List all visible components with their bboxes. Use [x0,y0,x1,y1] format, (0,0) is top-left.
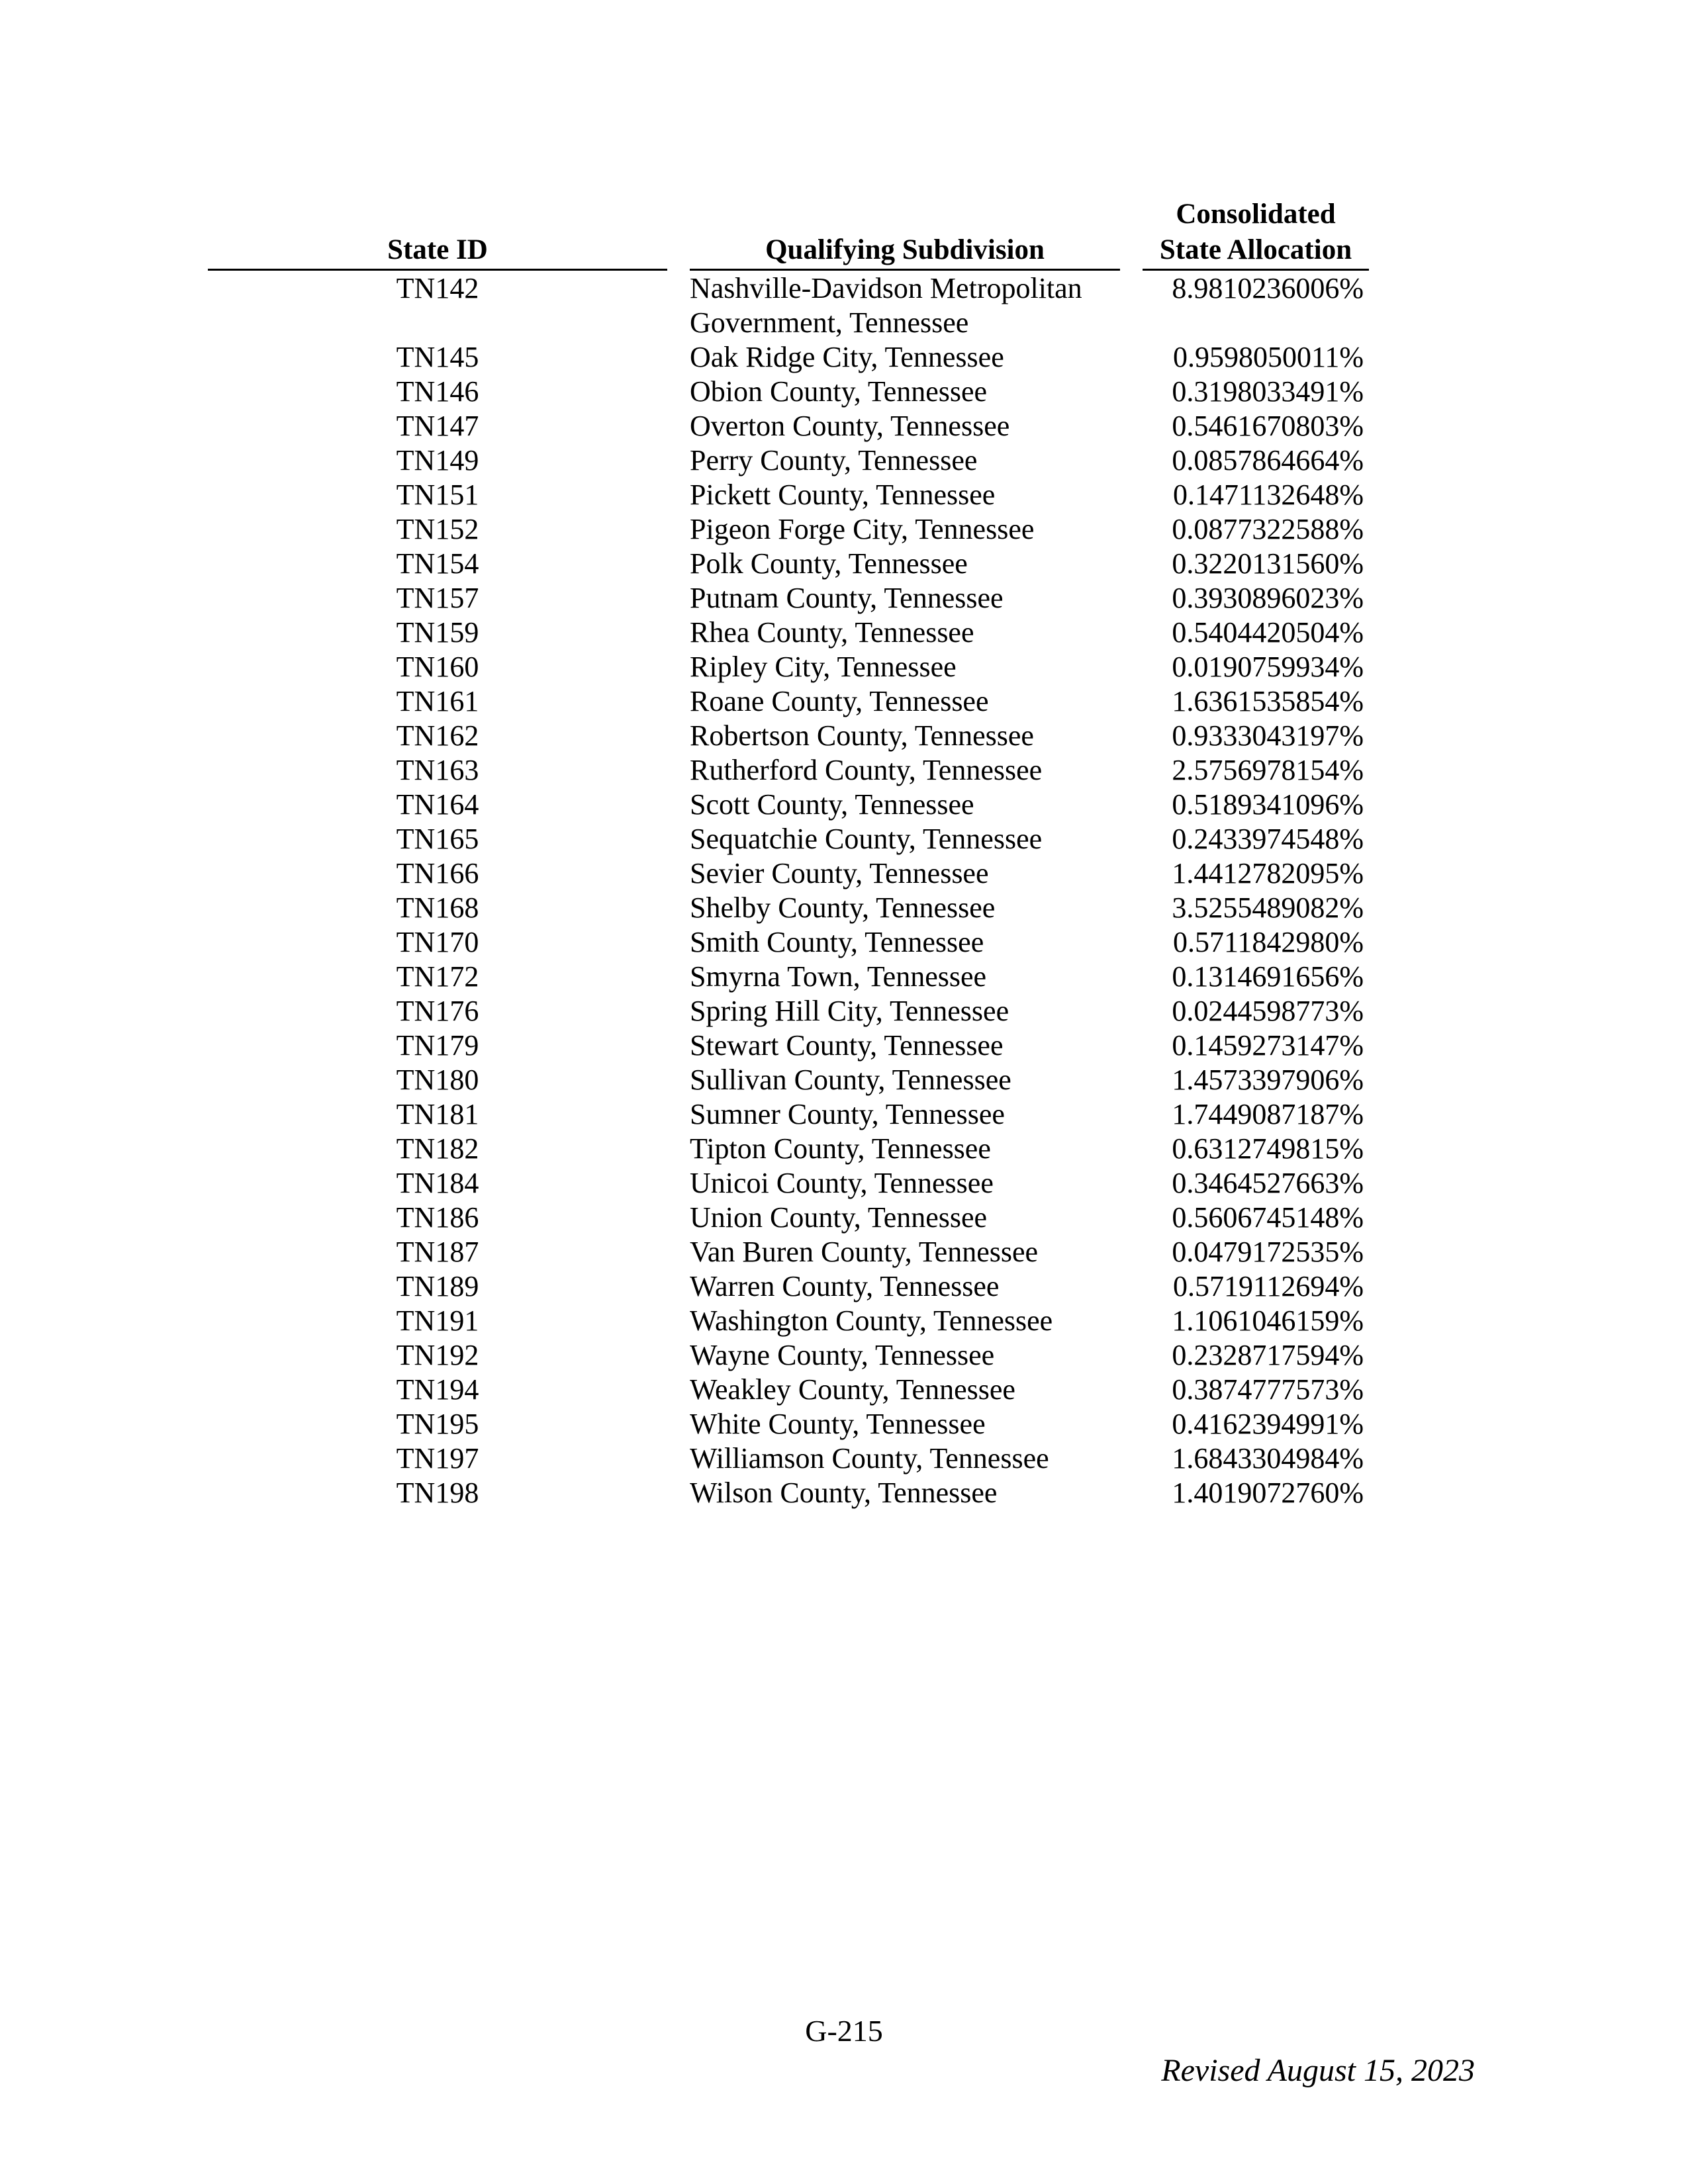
table-row [0,1269,1688,1304]
state-id-cell: TN168 [396,891,479,924]
subdivision-name: Spring Hill City, Tennessee [690,995,1009,1027]
header-consolidated-state-allocation [1143,197,1369,268]
subdivision-cell [690,753,1127,788]
subdivision-cell [690,615,1127,650]
subdivision-name: Wilson County, Tennessee [690,1477,998,1509]
subdivision-cell [690,1441,1127,1476]
state-id-cell: TN184 [396,1167,479,1199]
state-id-cell: TN182 [396,1132,479,1165]
state-id-cell: TN181 [396,1098,479,1130]
table-row [0,581,1688,615]
subdivision-cell [690,443,1127,478]
allocation-cell: 0.5461670803% [1172,410,1364,442]
subdivision-name-continued: Government, Tennessee [690,306,969,339]
table-row [0,547,1688,581]
table-row [0,925,1688,960]
allocation-cell: 0.0190759934% [1172,651,1364,683]
state-id-cell: TN161 [396,685,479,717]
subdivision-cell [690,375,1127,409]
allocation-cell: 1.4412782095% [1172,857,1364,889]
subdivision-name: Overton County, Tennessee [690,410,1010,442]
allocation-cell: 0.1459273147% [1172,1029,1364,1062]
allocation-cell: 1.7449087187% [1172,1098,1364,1130]
subdivision-name: Weakley County, Tennessee [690,1373,1015,1406]
table-row [0,375,1688,409]
subdivision-cell [690,719,1127,753]
subdivision-name: Oak Ridge City, Tennessee [690,341,1004,373]
allocation-cell: 8.9810236006% [1172,272,1364,304]
state-id-cell: TN149 [396,444,479,477]
subdivision-cell [690,684,1127,719]
subdivision-cell [690,1097,1127,1132]
subdivision-name: Polk County, Tennessee [690,547,968,580]
header-state-id: State ID [387,234,488,265]
table-row [0,1028,1688,1063]
subdivision-name: Sevier County, Tennessee [690,857,989,889]
allocation-cell: 0.0877322588% [1172,513,1364,545]
allocation-cell: 1.1061046159% [1172,1304,1364,1337]
subdivision-name: Sullivan County, Tennessee [690,1064,1011,1096]
allocation-cell: 0.0857864664% [1172,444,1364,477]
state-id-cell: TN165 [396,823,479,855]
allocation-cell: 0.3220131560% [1172,547,1364,580]
header-allocation-line2: State Allocation [1159,234,1352,265]
subdivision-name: Sequatchie County, Tennessee [690,823,1043,855]
state-id-cell: TN176 [396,995,479,1027]
state-id-cell: TN186 [396,1201,479,1234]
subdivision-cell [690,891,1127,925]
subdivision-cell [690,1201,1127,1235]
table-row [0,1201,1688,1235]
subdivision-cell [690,788,1127,822]
subdivision-name: Rhea County, Tennessee [690,616,974,649]
table-row [0,1235,1688,1269]
allocation-cell: 1.4573397906% [1172,1064,1364,1096]
allocation-cell: 1.6361535854% [1172,685,1364,717]
header-rule-state-id [208,269,667,271]
subdivision-name: Perry County, Tennessee [690,444,978,477]
subdivision-name: White County, Tennessee [690,1408,986,1440]
table-row [0,478,1688,512]
table-row [0,1304,1688,1338]
allocation-cell: 2.5756978154% [1172,754,1364,786]
revised-date: Revised August 15, 2023 [1161,2053,1475,2088]
allocation-cell: 0.5189341096% [1172,788,1364,821]
state-id-cell: TN195 [396,1408,479,1440]
allocation-cell: 0.0479172535% [1172,1236,1364,1268]
subdivision-name: Washington County, Tennessee [690,1304,1053,1337]
table-row [0,340,1688,375]
state-id-cell: TN166 [396,857,479,889]
subdivision-cell [690,1373,1127,1407]
state-id-cell: TN172 [396,960,479,993]
state-id-cell: TN160 [396,651,479,683]
subdivision-cell [690,1235,1127,1269]
subdivision-name: Nashville-Davidson Metropolitan [690,272,1082,304]
table-row [0,1476,1688,1510]
subdivision-name: Van Buren County, Tennessee [690,1236,1039,1268]
table-row [0,512,1688,547]
table-body [0,271,1688,1510]
subdivision-name: Roane County, Tennessee [690,685,989,717]
subdivision-name: Shelby County, Tennessee [690,891,996,924]
subdivision-name: Ripley City, Tennessee [690,651,957,683]
state-id-cell: TN179 [396,1029,479,1062]
header-rule-subdivision [690,269,1120,271]
state-id-cell: TN187 [396,1236,479,1268]
table-row [0,1407,1688,1441]
table-row [0,650,1688,684]
state-id-cell: TN147 [396,410,479,442]
table-row [0,1063,1688,1097]
subdivision-name: Pickett County, Tennessee [690,478,996,511]
subdivision-cell [690,994,1127,1028]
subdivision-name: Robertson County, Tennessee [690,719,1034,752]
state-id-cell: TN145 [396,341,479,373]
subdivision-cell [690,1407,1127,1441]
subdivision-cell [690,960,1127,994]
table-row [0,1166,1688,1201]
allocation-cell: 0.2433974548% [1172,823,1364,855]
subdivision-cell [690,478,1127,512]
table-row [0,856,1688,891]
allocation-cell: 0.9598050011% [1172,341,1364,373]
allocation-cell: 0.5719112694% [1172,1270,1364,1302]
allocation-cell: 0.5404420504% [1172,616,1364,649]
subdivision-name: Rutherford County, Tennessee [690,754,1043,786]
subdivision-cell [690,1063,1127,1097]
table-row [0,994,1688,1028]
state-id-cell: TN152 [396,513,479,545]
table-row [0,1132,1688,1166]
subdivision-cell [690,340,1127,375]
table-row [0,822,1688,856]
allocation-cell: 0.1471132648% [1172,478,1364,511]
subdivision-name: Tipton County, Tennessee [690,1132,991,1165]
subdivision-cell [690,1166,1127,1201]
state-id-cell: TN191 [396,1304,479,1337]
subdivision-name: Putnam County, Tennessee [690,582,1004,614]
table-row [0,443,1688,478]
subdivision-name: Stewart County, Tennessee [690,1029,1004,1062]
header-rule-allocation [1143,269,1369,271]
state-id-cell: TN198 [396,1477,479,1509]
state-id-cell: TN154 [396,547,479,580]
allocation-cell: 0.6312749815% [1172,1132,1364,1165]
state-id-cell: TN142 [396,272,479,304]
state-id-cell: TN192 [396,1339,479,1371]
subdivision-name: Williamson County, Tennessee [690,1442,1049,1475]
subdivision-cell [690,1338,1127,1373]
allocation-cell: 3.5255489082% [1172,891,1364,924]
allocation-cell: 0.4162394991% [1172,1408,1364,1440]
subdivision-cell [690,822,1127,856]
allocation-cell: 0.3198033491% [1172,375,1364,408]
state-id-cell: TN164 [396,788,479,821]
subdivision-cell [690,271,1127,340]
subdivision-cell [690,1132,1127,1166]
state-id-cell: TN180 [396,1064,479,1096]
subdivision-cell [690,925,1127,960]
subdivision-name: Obion County, Tennessee [690,375,988,408]
table-row [0,788,1688,822]
table-row [0,271,1688,340]
table-row [0,753,1688,788]
subdivision-name: Union County, Tennessee [690,1201,988,1234]
subdivision-cell [690,1028,1127,1063]
allocation-cell: 0.5711842980% [1172,926,1364,958]
page-number: G-215 [805,2014,883,2048]
state-id-cell: TN157 [396,582,479,614]
table-row [0,1441,1688,1476]
allocation-cell: 0.0244598773% [1172,995,1364,1027]
allocation-cell: 0.5606745148% [1172,1201,1364,1234]
table-row [0,615,1688,650]
allocation-cell: 0.3930896023% [1172,582,1364,614]
table-row [0,684,1688,719]
state-id-cell: TN162 [396,719,479,752]
subdivision-cell [690,1476,1127,1510]
allocation-cell: 0.9333043197% [1172,719,1364,752]
subdivision-cell [690,650,1127,684]
subdivision-cell [690,856,1127,891]
table-row [0,1338,1688,1373]
subdivision-cell [690,409,1127,443]
subdivision-cell [690,581,1127,615]
table-row [0,891,1688,925]
subdivision-cell [690,1269,1127,1304]
table-row [0,719,1688,753]
allocation-cell: 1.4019072760% [1172,1477,1364,1509]
state-id-cell: TN151 [396,478,479,511]
subdivision-name: Wayne County, Tennessee [690,1339,995,1371]
state-id-cell: TN189 [396,1270,479,1302]
allocation-cell: 0.2328717594% [1172,1339,1364,1371]
allocation-cell: 1.6843304984% [1172,1442,1364,1475]
state-id-cell: TN170 [396,926,479,958]
table-row [0,1097,1688,1132]
header-allocation-line1: Consolidated [1176,199,1336,230]
subdivision-name: Pigeon Forge City, Tennessee [690,513,1035,545]
allocation-cell: 0.3874777573% [1172,1373,1364,1406]
header-qualifying-subdivision: Qualifying Subdivision [765,234,1045,265]
table-row [0,1373,1688,1407]
subdivision-cell [690,547,1127,581]
state-id-cell: TN146 [396,375,479,408]
allocation-cell: 0.1314691656% [1172,960,1364,993]
state-id-cell: TN194 [396,1373,479,1406]
subdivision-name: Smyrna Town, Tennessee [690,960,987,993]
subdivision-name: Warren County, Tennessee [690,1270,1000,1302]
allocation-cell: 0.3464527663% [1172,1167,1364,1199]
table-row [0,409,1688,443]
subdivision-name: Unicoi County, Tennessee [690,1167,994,1199]
subdivision-name: Scott County, Tennessee [690,788,974,821]
subdivision-cell [690,1304,1127,1338]
subdivision-name: Sumner County, Tennessee [690,1098,1005,1130]
state-id-cell: TN197 [396,1442,479,1475]
state-id-cell: TN163 [396,754,479,786]
state-id-cell: TN159 [396,616,479,649]
table-row [0,960,1688,994]
subdivision-name: Smith County, Tennessee [690,926,984,958]
subdivision-cell [690,512,1127,547]
